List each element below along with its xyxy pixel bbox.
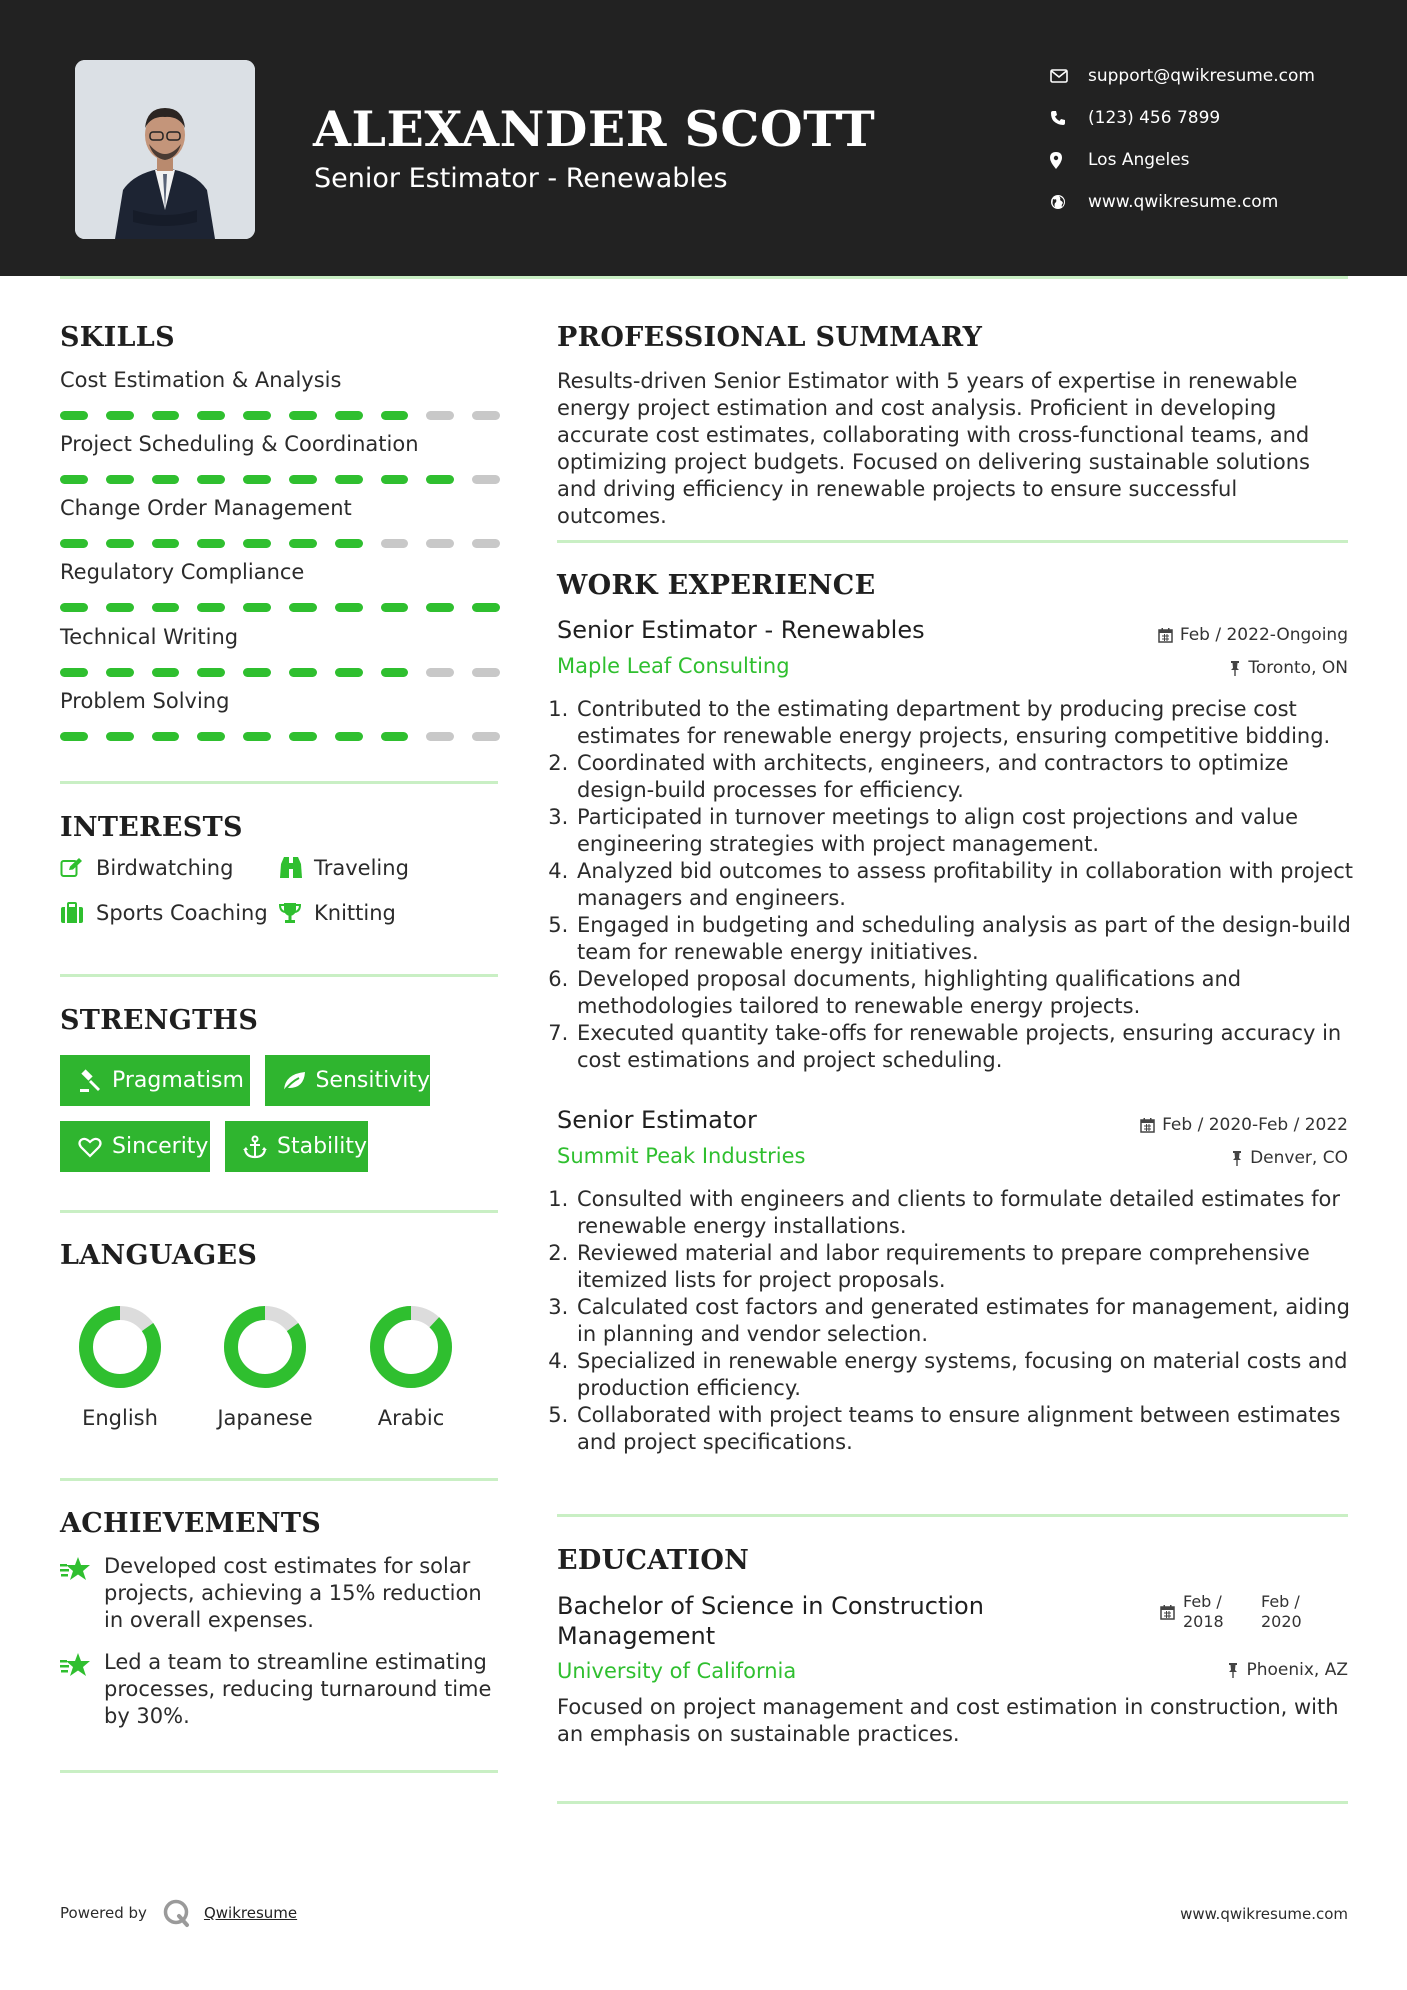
degree-line: Management	[557, 1622, 716, 1650]
interest-item	[60, 901, 268, 925]
skill-item	[60, 432, 500, 484]
contact-phone-text: (123) 456 7899	[1088, 108, 1221, 128]
interest-label: Traveling	[314, 856, 409, 880]
section-divider	[60, 974, 498, 977]
language-ring	[220, 1302, 310, 1392]
responsibility-item: 3. Calculated cost factors and generated estimates for management, aiding in planning and vendor selection.	[575, 1294, 1357, 1348]
skill-level-dash	[381, 539, 409, 548]
skill-name: Cost Estimation & Analysis	[60, 368, 342, 392]
skill-level-dash	[289, 411, 317, 420]
job-responsibilities	[557, 1186, 1357, 1456]
edit-icon	[60, 857, 96, 879]
skill-level-bar	[60, 539, 500, 548]
skill-level-bar	[60, 732, 500, 741]
skill-level-dash	[335, 539, 363, 548]
skill-level-dash	[152, 732, 180, 741]
job-role: Senior Estimator	[557, 1106, 757, 1134]
language-label: Arabic	[377, 1406, 445, 1430]
skill-level-dash	[60, 668, 88, 677]
strength-label: Stability	[277, 1134, 368, 1159]
strength-badge	[225, 1121, 368, 1172]
skill-item	[60, 689, 500, 741]
language-item	[351, 1302, 471, 1430]
job-location-text: Toronto, ON	[1248, 658, 1348, 678]
education-end	[1261, 1592, 1302, 1632]
interest-label: Birdwatching	[96, 856, 234, 880]
skill-level-dash	[197, 732, 225, 741]
skill-level-dash	[472, 475, 500, 484]
skill-level-dash	[152, 603, 180, 612]
star-badge-icon	[60, 1649, 104, 1730]
globe-icon	[1050, 194, 1088, 210]
skill-level-dash	[472, 539, 500, 548]
education-start-line: Feb /	[1183, 1592, 1222, 1611]
achievement-text: Developed cost estimates for solar projects, achieving a 15% reduction in overall expenses.	[104, 1554, 482, 1632]
summary-text: Results-driven Senior Estimator with 5 years of expertise in renewable energy project estimation and cost analysis. Proficient in developing accurate cost estimates, collaborating with cross-functional teams, and optimizing project budgets. Focused on delivering sustainable solutions and driving efficiency in renewable projects to ensure successful outcomes.	[557, 369, 1310, 528]
skill-level-dash	[335, 732, 363, 741]
skill-level-dash	[335, 668, 363, 677]
skill-level-dash	[152, 668, 180, 677]
education-location	[1227, 1660, 1348, 1680]
achievement-item	[60, 1553, 500, 1634]
responsibility-item: 4. Analyzed bid outcomes to assess profitability in collaboration with project managers and engineers.	[575, 858, 1357, 912]
strength-badge	[60, 1121, 210, 1172]
map-pin-icon	[1050, 152, 1088, 169]
header-divider	[60, 276, 1348, 279]
skill-level-dash	[426, 539, 454, 548]
skill-level-dash	[426, 668, 454, 677]
strength-label: Sensitivity	[315, 1068, 430, 1093]
language-item	[60, 1302, 180, 1430]
skill-level-dash	[243, 668, 271, 677]
contact-website-text: www.qwikresume.com	[1088, 192, 1279, 212]
skill-level-bar	[60, 668, 500, 677]
skill-level-dash	[106, 668, 134, 677]
experience-title: WORK EXPERIENCE	[557, 570, 876, 601]
language-item	[205, 1302, 325, 1430]
envelope-icon	[1050, 69, 1088, 83]
responsibility-item: 4. Specialized in renewable energy systems, focusing on material costs and production efficiency.	[575, 1348, 1357, 1402]
education-title: EDUCATION	[557, 1545, 750, 1576]
skill-level-dash	[60, 411, 88, 420]
skill-level-dash	[106, 732, 134, 741]
skill-level-dash	[60, 603, 88, 612]
skill-level-bar	[60, 475, 500, 484]
skill-level-dash	[335, 475, 363, 484]
anchor-icon	[237, 1135, 273, 1159]
skill-level-dash	[197, 475, 225, 484]
degree-name	[557, 1591, 984, 1651]
language-ring	[366, 1302, 456, 1392]
skill-level-dash	[426, 603, 454, 612]
interest-item	[60, 856, 233, 880]
education-start-line: 2018	[1183, 1612, 1224, 1631]
skill-item	[60, 368, 500, 420]
calendar-icon	[1158, 627, 1173, 643]
strength-badge	[265, 1055, 430, 1106]
responsibility-item: 2. Reviewed material and labor requirements to prepare comprehensive itemized lists for project proposals.	[575, 1240, 1357, 1294]
skill-level-dash	[289, 475, 317, 484]
skill-level-dash	[60, 475, 88, 484]
strength-badge	[60, 1055, 250, 1106]
education-start	[1183, 1592, 1261, 1632]
achievement-text: Led a team to streamline estimating processes, reducing turnaround time by 30%.	[104, 1650, 492, 1728]
binoculars-icon	[278, 856, 314, 880]
section-divider	[60, 1478, 498, 1481]
responsibility-item: 3. Participated in turnover meetings to align cost projections and value engineering strategies with project management.	[575, 804, 1357, 858]
section-divider	[557, 540, 1348, 543]
contact-location	[1050, 139, 1380, 181]
skill-level-dash	[152, 411, 180, 420]
job-dates-text: Feb / 2022-Ongoing	[1179, 625, 1348, 645]
skill-level-dash	[472, 411, 500, 420]
skill-level-dash	[243, 475, 271, 484]
contact-location-text: Los Angeles	[1088, 150, 1190, 170]
strength-label: Pragmatism	[112, 1068, 244, 1093]
skill-level-dash	[106, 539, 134, 548]
contact-website[interactable]	[1050, 181, 1380, 223]
briefcase-icon	[60, 902, 96, 924]
responsibility-item: 1. Contributed to the estimating department by producing precise cost estimates for renewable energy projects, ensuring competitive bidding.	[575, 696, 1357, 750]
skill-item	[60, 625, 500, 677]
brand-link[interactable]: Qwikresume	[203, 1904, 298, 1922]
skill-level-dash	[243, 603, 271, 612]
skill-item	[60, 496, 500, 548]
skill-level-dash	[289, 732, 317, 741]
profile-photo	[75, 60, 255, 239]
gavel-icon	[72, 1069, 108, 1093]
skills-title: SKILLS	[60, 322, 175, 353]
contact-email[interactable]	[1050, 55, 1380, 97]
skill-level-dash	[289, 668, 317, 677]
skill-level-dash	[381, 411, 409, 420]
skill-level-dash	[381, 668, 409, 677]
job-location-text: Denver, CO	[1250, 1148, 1348, 1168]
pin-icon	[1229, 660, 1241, 676]
interests-title: INTERESTS	[60, 812, 243, 843]
skill-name: Change Order Management	[60, 496, 352, 520]
achievement-item	[60, 1649, 500, 1730]
strengths-title: STRENGTHS	[60, 1005, 259, 1036]
skill-level-dash	[289, 603, 317, 612]
education-description: Focused on project management and cost estimation in construction, with an emphasis on sustainable practices.	[557, 1695, 1339, 1746]
leaf-icon	[277, 1070, 311, 1092]
job-dates-text: Feb / 2020-Feb / 2022	[1162, 1115, 1348, 1135]
job-dates	[1158, 625, 1348, 645]
section-divider	[557, 1514, 1348, 1517]
trophy-icon	[278, 902, 314, 924]
candidate-name: ALEXANDER SCOTT	[313, 100, 876, 158]
education-location-text: Phoenix, AZ	[1246, 1660, 1348, 1680]
responsibility-item: 6. Developed proposal documents, highlighting qualifications and methodologies tailored to renewable energy projects.	[575, 966, 1357, 1020]
footer-website[interactable]: www.qwikresume.com	[1180, 1905, 1348, 1923]
skill-level-dash	[381, 603, 409, 612]
skill-name: Problem Solving	[60, 689, 230, 713]
interest-label: Knitting	[314, 901, 396, 925]
footer-branding	[60, 1898, 297, 1928]
language-label: English	[82, 1406, 158, 1430]
job-company: Summit Peak Industries	[557, 1144, 806, 1168]
section-divider	[60, 1770, 498, 1773]
contact-email-text: support@qwikresume.com	[1088, 66, 1315, 86]
education-end-line: Feb /	[1261, 1592, 1300, 1611]
skill-level-dash	[426, 475, 454, 484]
responsibility-item: 5. Engaged in budgeting and scheduling analysis as part of the design-build team for renewable energy initiatives.	[575, 912, 1357, 966]
candidate-title: Senior Estimator - Renewables	[314, 163, 728, 194]
education-dates	[1160, 1592, 1302, 1632]
skill-item	[60, 560, 500, 612]
skill-level-dash	[60, 539, 88, 548]
skill-level-dash	[381, 475, 409, 484]
job-responsibilities	[557, 696, 1357, 1074]
interest-item	[278, 856, 409, 880]
star-badge-icon	[60, 1553, 104, 1634]
skill-level-dash	[335, 411, 363, 420]
contact-phone[interactable]	[1050, 97, 1380, 139]
section-divider	[60, 1210, 498, 1213]
job-role: Senior Estimator - Renewables	[557, 616, 925, 644]
skill-level-dash	[472, 603, 500, 612]
degree-line: Bachelor of Science in Construction	[557, 1592, 984, 1620]
skill-level-dash	[60, 732, 88, 741]
skill-level-dash	[243, 732, 271, 741]
skill-level-dash	[106, 603, 134, 612]
skill-level-dash	[197, 668, 225, 677]
section-divider	[557, 1801, 1348, 1804]
contact-list	[1050, 55, 1380, 223]
education-end-line: 2020	[1261, 1612, 1302, 1631]
skill-level-dash	[197, 539, 225, 548]
skill-level-dash	[243, 539, 271, 548]
pin-icon	[1227, 1662, 1239, 1678]
language-ring	[75, 1302, 165, 1392]
skill-name: Regulatory Compliance	[60, 560, 305, 584]
responsibility-item: 1. Consulted with engineers and clients to formulate detailed estimates for renewable energy installations.	[575, 1186, 1357, 1240]
skill-name: Technical Writing	[60, 625, 239, 649]
calendar-icon	[1160, 1604, 1175, 1620]
language-label: Japanese	[217, 1406, 313, 1430]
responsibility-item: 5. Collaborated with project teams to ensure alignment between estimates and project specifications.	[575, 1402, 1357, 1456]
skill-level-bar	[60, 603, 500, 612]
powered-by-label: Powered by	[60, 1904, 147, 1922]
job-location	[1231, 1148, 1348, 1168]
skill-level-dash	[472, 732, 500, 741]
skill-level-dash	[243, 411, 271, 420]
responsibility-item: 2. Coordinated with architects, engineers, and contractors to optimize design-build processes for efficiency.	[575, 750, 1357, 804]
job-company: Maple Leaf Consulting	[557, 654, 790, 678]
skill-level-dash	[152, 475, 180, 484]
skill-level-dash	[426, 732, 454, 741]
section-divider	[60, 781, 498, 784]
pin-icon	[1231, 1150, 1243, 1166]
resume-header	[0, 0, 1407, 276]
skill-level-dash	[472, 668, 500, 677]
phone-icon	[1050, 110, 1088, 126]
qwikresume-logo-icon	[162, 1898, 192, 1928]
skill-level-dash	[289, 539, 317, 548]
job-dates	[1140, 1115, 1348, 1135]
skill-level-dash	[197, 603, 225, 612]
job-location	[1229, 658, 1348, 678]
calendar-icon	[1140, 1117, 1155, 1133]
achievements-title: ACHIEVEMENTS	[60, 1508, 322, 1539]
interest-item	[278, 901, 396, 925]
summary-title: PROFESSIONAL SUMMARY	[557, 322, 983, 353]
heart-icon	[72, 1136, 108, 1158]
skill-level-dash	[426, 411, 454, 420]
responsibility-item: 7. Executed quantity take-offs for renewable projects, ensuring accuracy in cost estimations and project scheduling.	[575, 1020, 1357, 1074]
interest-label: Sports Coaching	[96, 901, 268, 925]
strength-label: Sincerity	[112, 1134, 209, 1159]
skill-level-dash	[335, 603, 363, 612]
skill-name: Project Scheduling & Coordination	[60, 432, 419, 456]
school-name: University of California	[557, 1659, 797, 1683]
skill-level-dash	[106, 411, 134, 420]
skill-level-dash	[106, 475, 134, 484]
skill-level-dash	[197, 411, 225, 420]
skill-level-bar	[60, 411, 500, 420]
skill-level-dash	[381, 732, 409, 741]
skill-level-dash	[152, 539, 180, 548]
languages-title: LANGUAGES	[60, 1240, 258, 1271]
